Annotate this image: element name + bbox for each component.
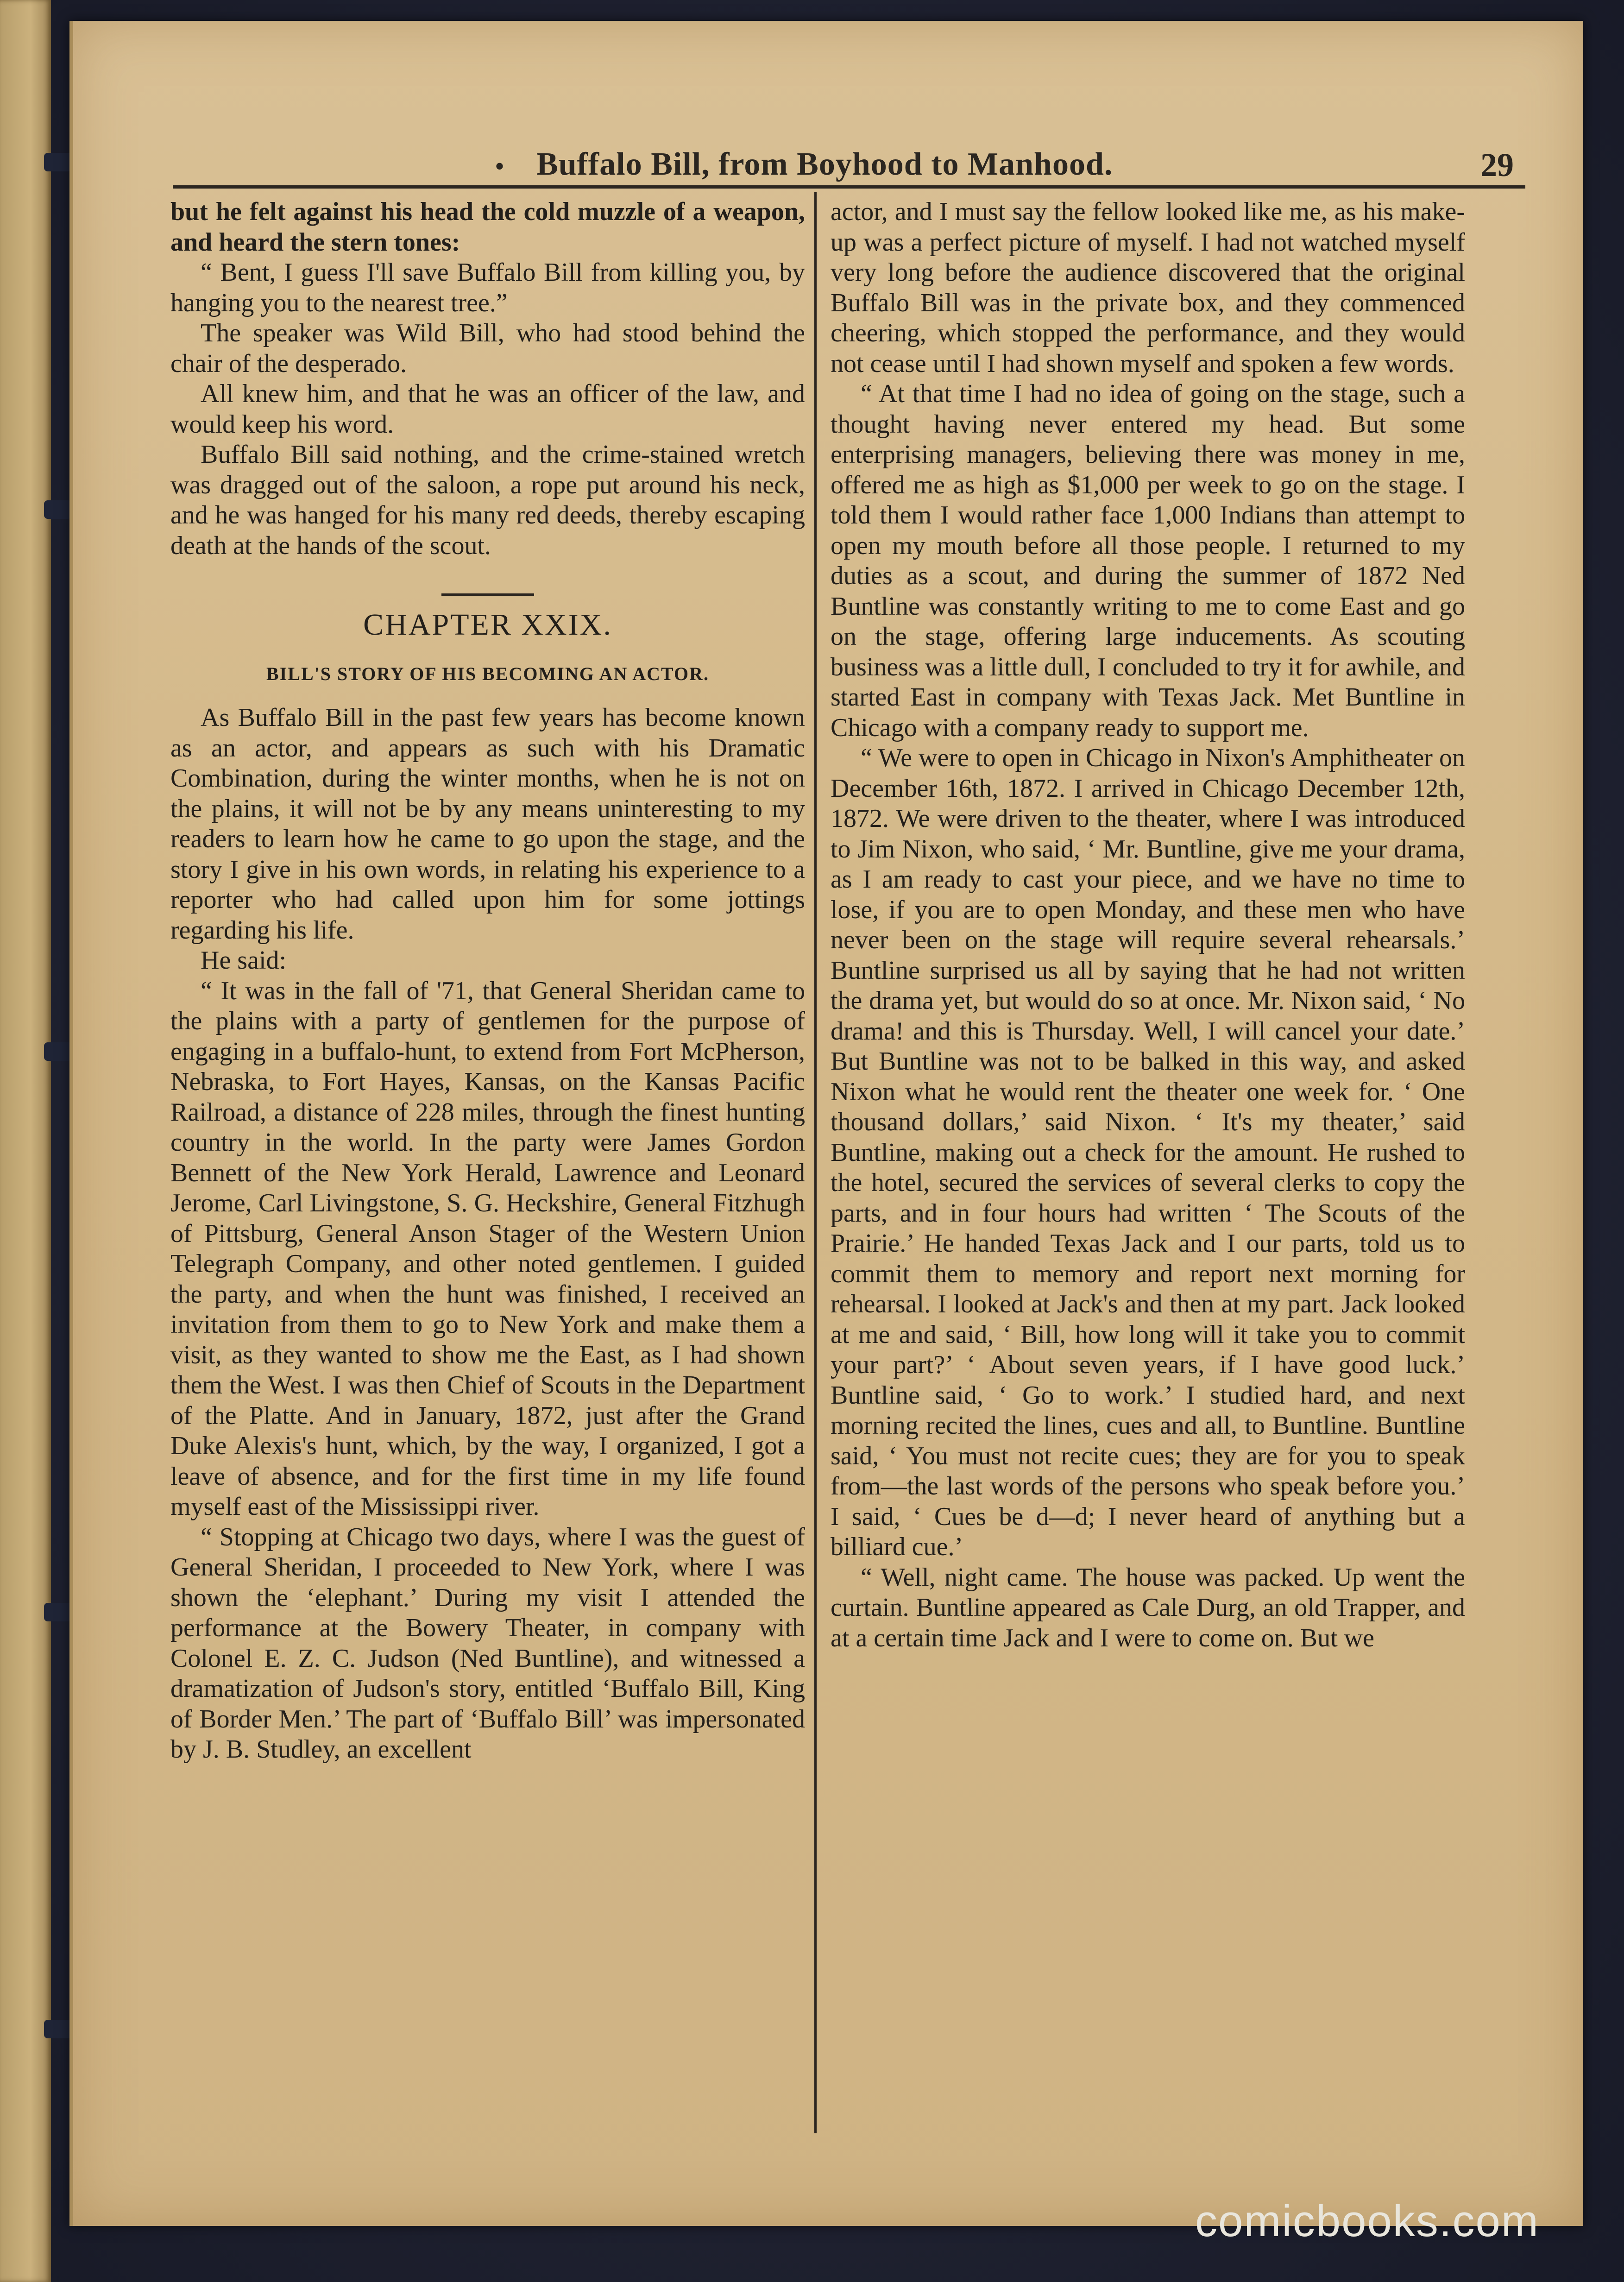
binding-stitch [44,500,72,519]
watermark-text: comicbooks.com [1195,2196,1539,2246]
paragraph: He said: [201,946,287,975]
paragraph: “ It was in the fall of '71, that General Sheridan came to the plains with a party of gentlemen for the purpose of engaging in a buffalo-hunt, to extend from Fort McPherson, Nebraska, to Fort Hayes, Kansas, on the Kansas Pacific Railroad, a distance of 228 miles, through the finest hunting country in the world. In the party were James Gordon Bennett of the New York Herald, Lawrence and Leonard Jerome, Carl Livingstone, S. G. Heckshire, General Fitzhugh of Pittsburg, General Anson Stager of the Western Union Telegraph Company, and other noted gentlemen. I guided the party, and when the hunt was finished, I received an invitation from them to go to New York and make them a visit, as they wanted to show me the East, as I had shown them the West. I was then Chief of Scouts in the Department of the Platte. And in January, 1872, just after the Grand Duke Alexis's hunt, which, by the way, I organized, I got a leave of absence, and for the first time in my life found myself east of the Mississippi river. [170,976,805,1521]
paragraph: Buffalo Bill said nothing, and the crime-stained wretch was dragged out of the saloon, a rope put around his neck, and he was hanged for his many red deeds, thereby escaping death at the hands of the scout. [170,440,805,560]
section-rule [441,593,534,596]
paragraph: “ Stopping at Chicago two days, where I was the guest of General Sheridan, I proceeded to New York, where I was shown the ‘elephant.’ During my visit I attended the performance at the Bowery Theater, in company with Colonel E. Z. C. Judson (Ned Buntline), and witnessed a dramatization of Judson's story, entitled ‘Buffalo Bill, King of Border Men.’ The part of ‘Buffalo Bill’ was impersonated by J. B. Studley, an excellent [170,1522,805,1764]
running-title: Buffalo Bill, from Boyhood to Manhood. [536,146,1113,182]
paragraph: but he felt against his head the cold muzzle of a weapon, and heard the stern tones: [170,197,805,257]
header-rule [173,185,1525,189]
header-bullet: • [495,151,505,182]
paragraph: “ Bent, I guess I'll save Buffalo Bill from killing you, by hanging you to the nearest tree.” [170,258,805,317]
right-column [831,197,1465,2143]
chapter-subtitle: BILL'S STORY OF HIS BECOMING AN ACTOR. [266,663,709,684]
paragraph: “ At that time I had no idea of going on the stage, such a thought having never entered my head. But some enterprising managers, believing there was money in me, offered me as high as $1,000 per week to go on the stage. I told them I would rather face 1,000 Indians than attempt to open my mouth before all those people. I returned to my duties as a scout, and during the summer of 1872 Ned Buntline was constantly writing to me to come East and go on the stage, offering large inducements. As scouting business was a little dull, I concluded to try it for awhile, and started East in company with Texas Jack. Met Buntline in Chicago with a company ready to support me. [831,379,1465,742]
page-number: 29 [1480,146,1514,183]
running-header [129,132,1518,192]
paragraph: As Buffalo Bill in the past few years has become known as an actor, and appears as such with his Dramatic Combination, during the winter months, when he is not on the plains, it will not be by any means uninteresting to my readers to learn how he came to go upon the stage, and the story I give in his own words, in relating his experience to a reporter who had called upon him for some jottings regarding his life. [170,703,805,945]
binding-stitch [44,2020,72,2038]
previous-page-edge [0,0,51,2282]
column-divider [814,192,817,2133]
binding-stitch [44,1042,72,1061]
paragraph: actor, and I must say the fellow looked like me, as his make-up was a perfect picture of myself. I had not watched myself very long before the audience discovered that the original Buffalo Bill was in the private box, and they commenced cheering, which stopped the performance, and they would not cease until I had shown myself and spoken a few words. [831,197,1465,378]
paragraph: The speaker was Wild Bill, who had stood behind the chair of the desperado. [170,319,805,378]
binding-stitch [44,153,72,171]
paragraph: “ Well, night came. The house was packed. Up went the curtain. Buntline appeared as Cale Durg, an old Trapper, and at a certain time Jack and I were to come on. But we [831,1563,1465,1652]
book-page [69,21,1583,2226]
binding-stitch [44,1603,72,1621]
chapter-title: CHAPTER XXIX. [363,608,612,642]
paragraph: All knew him, and that he was an officer of the law, and would keep his word. [170,379,805,439]
left-column [170,197,805,2143]
paragraph: “ We were to open in Chicago in Nixon's Amphitheater on December 16th, 1872. I arrived in Chicago December 12th, 1872. We were driven to the theater, where I was introduced to Jim Nixon, who said, ‘ Mr. Buntline, give me your drama, as I am ready to cast your piece, and we have no time to lose, if you are to open Monday, and these men who have never been on the stage will require several rehearsals.’ Buntline surprised us all by saying that he had not written the drama yet, but would do so at once. Mr. Nixon said, ‘ No drama! and this is Thursday. Well, I will cancel your date.’ But Buntline was not to be balked in this way, and asked Nixon what he would rent the theater one week for. ‘ One thousand dollars,’ said Nixon. ‘ It's my theater,’ said Buntline, making out a check for the amount. He rushed to the hotel, secured the services of several clerks to copy the parts, and in four hours had written ‘ The Scouts of the Prairie.’ He handed Texas Jack and I our parts, told us to commit them to memory and report next morning for rehearsal. I looked at Jack's and then at my part. Jack looked at me and said, ‘ Bill, how long will it take you to commit your part?’ ‘ About seven years, if I have good luck.’ Buntline said, ‘ Go to work.’ I studied hard, and next morning recited the lines, cues and all, to Buntline. Buntline said, ‘ You must not recite cues; they are for you to speak from—the last words of the persons who speak before you.’ I said, ‘ Cues be d—d; I never heard of anything but a billiard cue.’ [831,744,1465,1561]
